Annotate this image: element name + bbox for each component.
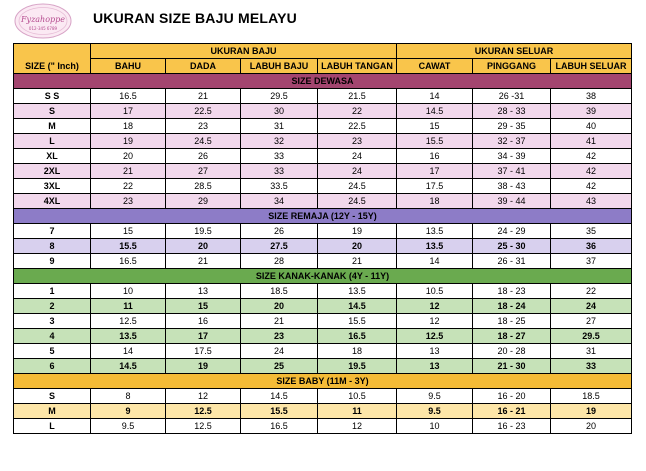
table-row bbox=[14, 119, 632, 134]
group-header-seluar: UKURAN SELUAR bbox=[397, 44, 632, 59]
measurement-cell: 9.5 bbox=[91, 419, 166, 434]
column-header: LABUH TANGAN bbox=[318, 59, 397, 74]
measurement-cell: 33 bbox=[241, 164, 318, 179]
measurement-cell: 24.5 bbox=[318, 194, 397, 209]
measurement-cell: 10.5 bbox=[318, 389, 397, 404]
measurement-cell: 29.5 bbox=[551, 329, 632, 344]
measurement-cell: 24 bbox=[318, 149, 397, 164]
size-label-cell: 2XL bbox=[14, 164, 91, 179]
size-label-cell: L bbox=[14, 134, 91, 149]
measurement-cell: 33 bbox=[241, 149, 318, 164]
measurement-cell: 33.5 bbox=[241, 179, 318, 194]
size-label-cell: 6 bbox=[14, 359, 91, 374]
section-title: SIZE REMAJA (12Y - 15Y) bbox=[14, 209, 632, 224]
measurement-cell: 26 - 31 bbox=[473, 254, 551, 269]
measurement-cell: 16.5 bbox=[241, 419, 318, 434]
table-row bbox=[14, 419, 632, 434]
size-label-cell: 4 bbox=[14, 329, 91, 344]
measurement-cell: 38 bbox=[551, 89, 632, 104]
measurement-cell: 9 bbox=[91, 404, 166, 419]
measurement-cell: 16 - 21 bbox=[473, 404, 551, 419]
measurement-cell: 16 - 23 bbox=[473, 419, 551, 434]
measurement-cell: 18 bbox=[91, 119, 166, 134]
measurement-cell: 13 bbox=[397, 359, 473, 374]
size-label-cell: 7 bbox=[14, 224, 91, 239]
measurement-cell: 42 bbox=[551, 179, 632, 194]
measurement-cell: 28 bbox=[241, 254, 318, 269]
measurement-cell: 34 - 39 bbox=[473, 149, 551, 164]
svg-text:Fyzahoppe: Fyzahoppe bbox=[21, 15, 65, 24]
measurement-cell: 36 bbox=[551, 239, 632, 254]
measurement-cell: 22.5 bbox=[318, 119, 397, 134]
measurement-cell: 37 bbox=[551, 254, 632, 269]
measurement-cell: 22 bbox=[318, 104, 397, 119]
table-row bbox=[14, 164, 632, 179]
measurement-cell: 19 bbox=[318, 224, 397, 239]
measurement-cell: 39 - 44 bbox=[473, 194, 551, 209]
measurement-cell: 13 bbox=[397, 344, 473, 359]
measurement-cell: 24 bbox=[241, 344, 318, 359]
group-header-baju: UKURAN BAJU bbox=[91, 44, 397, 59]
measurement-cell: 20 bbox=[318, 239, 397, 254]
table-row bbox=[14, 134, 632, 149]
measurement-cell: 18 - 24 bbox=[473, 299, 551, 314]
size-chart-table bbox=[13, 43, 632, 434]
size-label-cell: XL bbox=[14, 149, 91, 164]
measurement-cell: 22 bbox=[91, 179, 166, 194]
table-row bbox=[14, 344, 632, 359]
table-row bbox=[14, 179, 632, 194]
measurement-cell: 12 bbox=[397, 299, 473, 314]
measurement-cell: 19.5 bbox=[166, 224, 241, 239]
measurement-cell: 25 - 30 bbox=[473, 239, 551, 254]
column-header-row bbox=[14, 59, 632, 74]
measurement-cell: 16 bbox=[397, 149, 473, 164]
measurement-cell: 37 - 41 bbox=[473, 164, 551, 179]
column-header: DADA bbox=[166, 59, 241, 74]
measurement-cell: 16.5 bbox=[91, 254, 166, 269]
section-header-remaja bbox=[14, 209, 632, 224]
measurement-cell: 42 bbox=[551, 149, 632, 164]
measurement-cell: 28 - 33 bbox=[473, 104, 551, 119]
measurement-cell: 23 bbox=[241, 329, 318, 344]
measurement-cell: 18 - 27 bbox=[473, 329, 551, 344]
measurement-cell: 22.5 bbox=[166, 104, 241, 119]
measurement-cell: 21.5 bbox=[318, 89, 397, 104]
measurement-cell: 19 bbox=[91, 134, 166, 149]
measurement-cell: 23 bbox=[318, 134, 397, 149]
size-label-cell: 3 bbox=[14, 314, 91, 329]
measurement-cell: 29 bbox=[166, 194, 241, 209]
measurement-cell: 40 bbox=[551, 119, 632, 134]
column-header: BAHU bbox=[91, 59, 166, 74]
measurement-cell: 19 bbox=[551, 404, 632, 419]
size-label-cell: 9 bbox=[14, 254, 91, 269]
measurement-cell: 24.5 bbox=[166, 134, 241, 149]
column-header: CAWAT bbox=[397, 59, 473, 74]
measurement-cell: 27 bbox=[166, 164, 241, 179]
table-row bbox=[14, 104, 632, 119]
measurement-cell: 24.5 bbox=[318, 179, 397, 194]
measurement-cell: 20 bbox=[166, 239, 241, 254]
measurement-cell: 14.5 bbox=[397, 104, 473, 119]
section-title: SIZE KANAK-KANAK (4Y - 11Y) bbox=[14, 269, 632, 284]
measurement-cell: 21 bbox=[91, 164, 166, 179]
measurement-cell: 19.5 bbox=[318, 359, 397, 374]
measurement-cell: 17 bbox=[397, 164, 473, 179]
size-label-cell: S bbox=[14, 389, 91, 404]
column-header: LABUH BAJU bbox=[241, 59, 318, 74]
measurement-cell: 33 bbox=[551, 359, 632, 374]
table-row bbox=[14, 314, 632, 329]
table-row bbox=[14, 239, 632, 254]
measurement-cell: 12.5 bbox=[166, 419, 241, 434]
measurement-cell: 13.5 bbox=[91, 329, 166, 344]
measurement-cell: 14 bbox=[397, 254, 473, 269]
measurement-cell: 15.5 bbox=[91, 239, 166, 254]
size-label-cell: 2 bbox=[14, 299, 91, 314]
measurement-cell: 9.5 bbox=[397, 389, 473, 404]
table-row bbox=[14, 89, 632, 104]
measurement-cell: 34 bbox=[241, 194, 318, 209]
measurement-cell: 17 bbox=[91, 104, 166, 119]
measurement-cell: 23 bbox=[91, 194, 166, 209]
table-row bbox=[14, 149, 632, 164]
measurement-cell: 14 bbox=[397, 89, 473, 104]
measurement-cell: 13.5 bbox=[397, 239, 473, 254]
measurement-cell: 17.5 bbox=[397, 179, 473, 194]
measurement-cell: 16.5 bbox=[91, 89, 166, 104]
measurement-cell: 10.5 bbox=[397, 284, 473, 299]
measurement-cell: 42 bbox=[551, 164, 632, 179]
size-label-cell: 8 bbox=[14, 239, 91, 254]
measurement-cell: 21 bbox=[166, 254, 241, 269]
measurement-cell: 20 - 28 bbox=[473, 344, 551, 359]
measurement-cell: 18 bbox=[318, 344, 397, 359]
column-header: SIZE (" Inch) bbox=[14, 59, 91, 74]
measurement-cell: 15.5 bbox=[241, 404, 318, 419]
measurement-cell: 21 bbox=[318, 254, 397, 269]
table-row bbox=[14, 359, 632, 374]
measurement-cell: 12 bbox=[397, 314, 473, 329]
measurement-cell: 28.5 bbox=[166, 179, 241, 194]
measurement-cell: 17.5 bbox=[166, 344, 241, 359]
measurement-cell: 12.5 bbox=[91, 314, 166, 329]
size-label-cell: M bbox=[14, 119, 91, 134]
measurement-cell: 43 bbox=[551, 194, 632, 209]
measurement-cell: 31 bbox=[551, 344, 632, 359]
section-title: SIZE BABY (11M - 3Y) bbox=[14, 374, 632, 389]
brand-logo bbox=[13, 2, 73, 40]
svg-text:012-345 6789: 012-345 6789 bbox=[28, 26, 58, 31]
measurement-cell: 22 bbox=[551, 284, 632, 299]
measurement-cell: 23 bbox=[166, 119, 241, 134]
measurement-cell: 32 bbox=[241, 134, 318, 149]
measurement-cell: 15 bbox=[166, 299, 241, 314]
section-header-dewasa bbox=[14, 74, 632, 89]
measurement-cell: 39 bbox=[551, 104, 632, 119]
table-row bbox=[14, 299, 632, 314]
measurement-cell: 13 bbox=[166, 284, 241, 299]
size-label-cell: L bbox=[14, 419, 91, 434]
measurement-cell: 27.5 bbox=[241, 239, 318, 254]
measurement-cell: 11 bbox=[318, 404, 397, 419]
measurement-cell: 16.5 bbox=[318, 329, 397, 344]
section-header-baby bbox=[14, 374, 632, 389]
size-label-cell: 1 bbox=[14, 284, 91, 299]
measurement-cell: 41 bbox=[551, 134, 632, 149]
measurement-cell: 14 bbox=[91, 344, 166, 359]
measurement-cell: 20 bbox=[241, 299, 318, 314]
measurement-cell: 15.5 bbox=[318, 314, 397, 329]
measurement-cell: 26 -31 bbox=[473, 89, 551, 104]
measurement-cell: 14.5 bbox=[241, 389, 318, 404]
section-title: SIZE DEWASA bbox=[14, 74, 632, 89]
measurement-cell: 26 bbox=[241, 224, 318, 239]
measurement-cell: 13.5 bbox=[318, 284, 397, 299]
measurement-cell: 11 bbox=[91, 299, 166, 314]
measurement-cell: 18.5 bbox=[551, 389, 632, 404]
column-header: PINGGANG bbox=[473, 59, 551, 74]
size-label-cell: S bbox=[14, 104, 91, 119]
measurement-cell: 35 bbox=[551, 224, 632, 239]
measurement-cell: 12 bbox=[166, 389, 241, 404]
measurement-cell: 13.5 bbox=[397, 224, 473, 239]
measurement-cell: 16 bbox=[166, 314, 241, 329]
table-row bbox=[14, 404, 632, 419]
measurement-cell: 21 - 30 bbox=[473, 359, 551, 374]
measurement-cell: 25 bbox=[241, 359, 318, 374]
table-row bbox=[14, 329, 632, 344]
measurement-cell: 20 bbox=[91, 149, 166, 164]
measurement-cell: 10 bbox=[397, 419, 473, 434]
table-row bbox=[14, 224, 632, 239]
measurement-cell: 20 bbox=[551, 419, 632, 434]
measurement-cell: 18 - 25 bbox=[473, 314, 551, 329]
measurement-cell: 14.5 bbox=[318, 299, 397, 314]
measurement-cell: 29 - 35 bbox=[473, 119, 551, 134]
table-row bbox=[14, 389, 632, 404]
size-label-cell: 3XL bbox=[14, 179, 91, 194]
measurement-cell: 38 - 43 bbox=[473, 179, 551, 194]
section-header-kanak bbox=[14, 269, 632, 284]
group-header-row bbox=[14, 44, 632, 59]
measurement-cell: 8 bbox=[91, 389, 166, 404]
measurement-cell: 26 bbox=[166, 149, 241, 164]
size-label-cell: M bbox=[14, 404, 91, 419]
measurement-cell: 15 bbox=[397, 119, 473, 134]
measurement-cell: 12.5 bbox=[397, 329, 473, 344]
measurement-cell: 32 - 37 bbox=[473, 134, 551, 149]
measurement-cell: 9.5 bbox=[397, 404, 473, 419]
measurement-cell: 16 - 20 bbox=[473, 389, 551, 404]
measurement-cell: 15 bbox=[91, 224, 166, 239]
size-label-cell: 5 bbox=[14, 344, 91, 359]
column-header: LABUH SELUAR bbox=[551, 59, 632, 74]
measurement-cell: 19 bbox=[166, 359, 241, 374]
table-row bbox=[14, 284, 632, 299]
header-blank-cell bbox=[14, 44, 91, 59]
measurement-cell: 30 bbox=[241, 104, 318, 119]
size-label-cell: S S bbox=[14, 89, 91, 104]
measurement-cell: 31 bbox=[241, 119, 318, 134]
measurement-cell: 15.5 bbox=[397, 134, 473, 149]
measurement-cell: 17 bbox=[166, 329, 241, 344]
measurement-cell: 18 bbox=[397, 194, 473, 209]
table-row bbox=[14, 254, 632, 269]
measurement-cell: 12.5 bbox=[166, 404, 241, 419]
measurement-cell: 18.5 bbox=[241, 284, 318, 299]
size-label-cell: 4XL bbox=[14, 194, 91, 209]
measurement-cell: 27 bbox=[551, 314, 632, 329]
measurement-cell: 24 - 29 bbox=[473, 224, 551, 239]
measurement-cell: 18 - 23 bbox=[473, 284, 551, 299]
measurement-cell: 10 bbox=[91, 284, 166, 299]
measurement-cell: 24 bbox=[318, 164, 397, 179]
page-title: UKURAN SIZE BAJU MELAYU bbox=[93, 10, 297, 26]
measurement-cell: 29.5 bbox=[241, 89, 318, 104]
measurement-cell: 14.5 bbox=[91, 359, 166, 374]
measurement-cell: 12 bbox=[318, 419, 397, 434]
measurement-cell: 21 bbox=[241, 314, 318, 329]
measurement-cell: 21 bbox=[166, 89, 241, 104]
table-row bbox=[14, 194, 632, 209]
measurement-cell: 24 bbox=[551, 299, 632, 314]
